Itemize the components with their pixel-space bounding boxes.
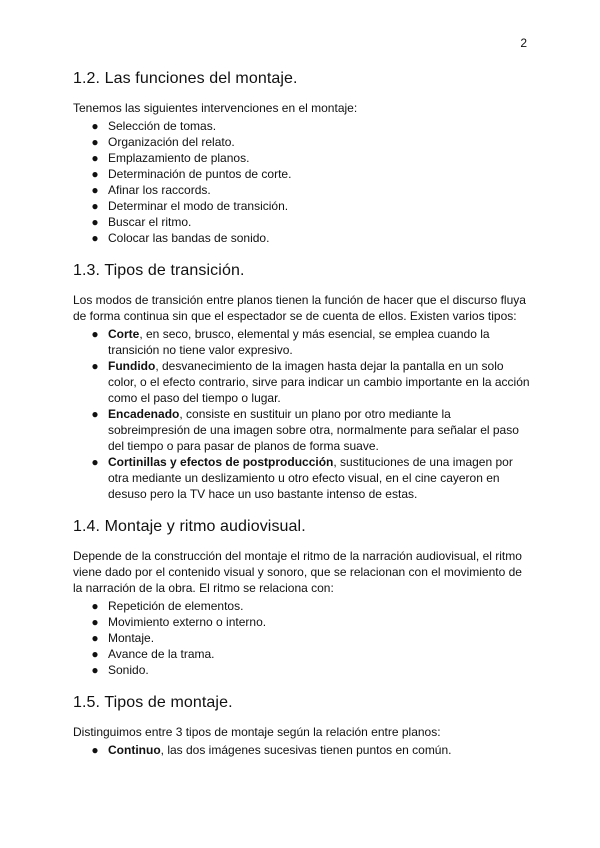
section-intro: Distinguimos entre 3 tipos de montaje según la relación entre planos: xyxy=(73,725,441,739)
bullet-icon: ● xyxy=(91,599,99,613)
list-item: ● Repetición de elementos. xyxy=(91,599,244,613)
bullet-icon: ● xyxy=(91,455,99,469)
section-intro: Tenemos las siguientes intervenciones en el montaje: xyxy=(73,101,358,115)
bullet-icon: ● xyxy=(91,663,99,677)
section-title: 1.3. Tipos de transición. xyxy=(73,262,245,279)
section-funciones xyxy=(73,70,533,246)
bullet-icon: ● xyxy=(91,215,99,229)
term: Cortinillas y efectos de postproducción xyxy=(108,455,334,469)
list-item: ● Selección de tomas. xyxy=(91,119,217,133)
list-item: ● Emplazamiento de planos. xyxy=(91,151,250,165)
section-ritmo xyxy=(73,518,533,678)
term: Corte xyxy=(108,327,140,341)
bullet-list xyxy=(73,742,533,758)
bullet-icon: ● xyxy=(91,199,99,213)
list-item: ● Buscar el ritmo. xyxy=(91,215,192,229)
term: Continuo xyxy=(108,743,161,757)
bullet-icon: ● xyxy=(91,183,99,197)
list-item: ● Montaje. xyxy=(91,631,155,645)
document-body xyxy=(73,70,533,774)
bullet-icon: ● xyxy=(91,167,99,181)
list-item: ● Corte, en seco, brusco, elemental y más esencial, se emplea cuando la transición no tiene valor expresivo. xyxy=(91,327,490,357)
list-item: ● Colocar las bandas de sonido. xyxy=(91,231,270,245)
list-item: ● Encadenado, consiste en sustituir un plano por otro mediante la sobreimpresión de una imagen sobre otra, normalmente para señalar el paso del tiempo o para pasar de planos de forma suave. xyxy=(91,407,519,453)
list-item: ● Fundido, desvanecimiento de la imagen hasta dejar la pantalla en un solo color, o el efecto contrario, sirve para indicar un cambio importante en la acción como el paso del tiempo o lugar. xyxy=(91,359,530,405)
bullet-icon: ● xyxy=(91,135,99,149)
bullet-icon: ● xyxy=(91,407,99,421)
bullet-list xyxy=(73,326,533,502)
section-intro: Los modos de transición entre planos tienen la función de hacer que el discurso fluya de forma continua sin que el espectador se de cuenta de ellos. Existen varios tipos: xyxy=(73,293,526,323)
section-intro: Depende de la construcción del montaje el ritmo de la narración audiovisual, el ritmo viene dado por el contenido visual y sonoro, que se relacionan con el movimiento de la narración de la obra. El ritmo se relaciona con: xyxy=(73,549,522,595)
bullet-icon: ● xyxy=(91,359,99,373)
list-item: ● Determinación de puntos de corte. xyxy=(91,167,292,181)
list-item: ● Sonido. xyxy=(91,663,149,677)
list-item: ● Continuo, las dos imágenes sucesivas tienen puntos en común. xyxy=(91,743,452,757)
bullet-icon: ● xyxy=(91,231,99,245)
bullet-icon: ● xyxy=(91,615,99,629)
section-title: 1.5. Tipos de montaje. xyxy=(73,694,233,711)
bullet-icon: ● xyxy=(91,743,99,757)
term: Encadenado xyxy=(108,407,180,421)
bullet-icon: ● xyxy=(91,119,99,133)
section-title: 1.4. Montaje y ritmo audiovisual. xyxy=(73,518,306,535)
list-item: ● Avance de la trama. xyxy=(91,647,215,661)
list-item: ● Afinar los raccords. xyxy=(91,183,211,197)
term: Fundido xyxy=(108,359,156,373)
section-tipos-montaje xyxy=(73,694,533,758)
list-item: ● Cortinillas y efectos de postproducción, sustituciones de una imagen por otra mediante un deslizamiento u otro efecto visual, en el cine cayeron en desuso pero la TV hace un uso bastante intenso de estas. xyxy=(91,455,513,501)
bullet-icon: ● xyxy=(91,647,99,661)
list-item: ● Movimiento externo o interno. xyxy=(91,615,267,629)
list-item: ● Determinar el modo de transición. xyxy=(91,199,289,213)
page-number: 2 xyxy=(520,36,527,50)
bullet-list xyxy=(73,598,533,678)
bullet-icon: ● xyxy=(91,151,99,165)
section-title: 1.2. Las funciones del montaje. xyxy=(73,70,298,87)
list-item: ● Organización del relato. xyxy=(91,135,235,149)
bullet-icon: ● xyxy=(91,327,99,341)
section-transicion xyxy=(73,262,533,502)
bullet-list xyxy=(73,118,533,246)
bullet-icon: ● xyxy=(91,631,99,645)
